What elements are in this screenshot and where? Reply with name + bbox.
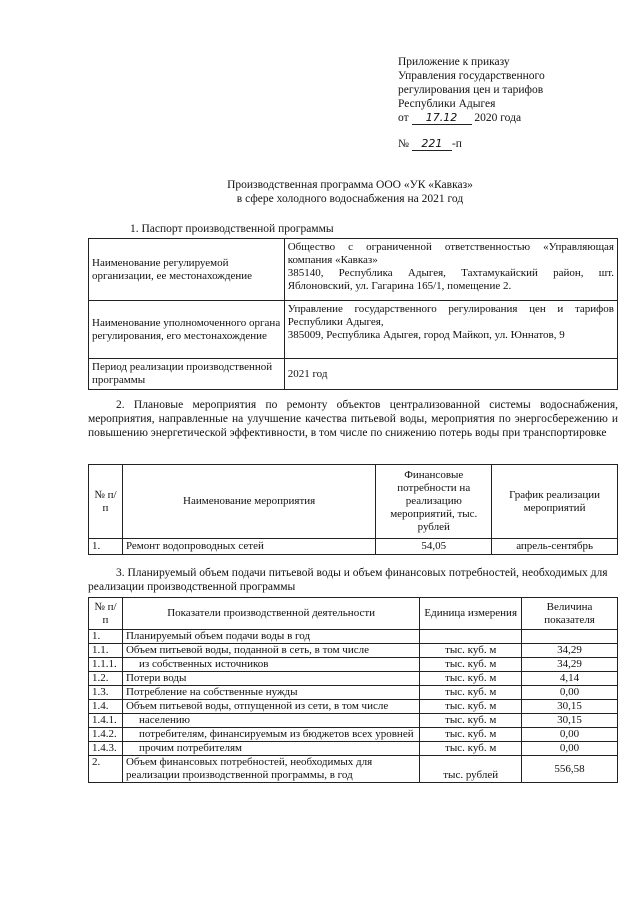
cell-name: Планируемый объем подачи воды в год: [122, 630, 419, 644]
cell-unit: тыс. куб. м: [420, 686, 522, 700]
cell-value: 34,29: [522, 644, 618, 658]
cell-name: прочим потребителям: [122, 742, 419, 756]
cell-value: 556,58: [522, 756, 618, 783]
document-title: [90, 178, 610, 206]
cell-num: 1.1.: [89, 644, 123, 658]
passport-label: Наименование уполномоченного органа регулирования, его местонахождение: [89, 301, 285, 359]
table-row: [89, 756, 618, 783]
column-header: Финансовые потребности на реализацию мероприятий, тыс. рублей: [376, 465, 492, 539]
cell-num: 1.3.: [89, 686, 123, 700]
cell-value: 0,00: [522, 686, 618, 700]
table-row: [89, 239, 618, 301]
cell-name: Объем питьевой воды, поданной в сеть, в том числе: [122, 644, 419, 658]
cell-value: 34,29: [522, 658, 618, 672]
section2-text: 2. Плановые мероприятия по ремонту объектов централизованной системы водоснабжения, мероприятия, направленные на улучшение качества питьевой воды, мероприятия по энергосбережению и повышению энергетической эффективности, в том числе по снижению потерь воды при транспортировке: [88, 399, 618, 439]
table-row: [89, 714, 618, 728]
table-row: [89, 539, 618, 555]
table-row: [89, 658, 618, 672]
table-row: [89, 630, 618, 644]
cell-unit: тыс. куб. м: [420, 728, 522, 742]
cell-name: Потребление на собственные нужды: [122, 686, 419, 700]
cell-unit: тыс. куб. м: [420, 658, 522, 672]
cell-num: 1.4.2.: [89, 728, 123, 742]
table-row: [89, 686, 618, 700]
column-header: Величина показателя: [522, 598, 618, 630]
cell-finance: 54,05: [376, 539, 492, 555]
approval-line: Приложение к приказу: [398, 56, 510, 68]
approval-date: от 17.12 2020 года: [398, 111, 522, 124]
approval-number: № 221 -п: [398, 137, 462, 150]
cell-unit: тыс. куб. м: [420, 742, 522, 756]
cell-value: 0,00: [522, 728, 618, 742]
cell-name: потребителям, финансируемым из бюджетов всех уровней: [122, 728, 419, 742]
table-row: [89, 742, 618, 756]
cell-value: 30,15: [522, 700, 618, 714]
cell-unit: тыс. куб. м: [420, 672, 522, 686]
cell-num: 1.1.1.: [89, 658, 123, 672]
column-header: Единица измерения: [420, 598, 522, 630]
passport-value: Управление государственного регулирования цен и тарифов Республики Адыгея, 385009, Республика Адыгея, город Майкоп, ул. Юннатов, 9: [284, 301, 617, 359]
handwritten-date: 17.12: [412, 112, 472, 125]
cell-name: Потери воды: [122, 672, 419, 686]
table-row: [89, 672, 618, 686]
section1-heading: 1. Паспорт производственной программы: [130, 223, 334, 235]
title-line: Производственная программа ООО «УК «Кавказ»: [227, 179, 473, 191]
table-header-row: [89, 465, 618, 539]
column-header: Показатели производственной деятельности: [122, 598, 419, 630]
cell-schedule: апрель-сентябрь: [492, 539, 618, 555]
cell-name: Объем питьевой воды, отпущенной из сети, в том числе: [122, 700, 419, 714]
table-row: [89, 301, 618, 359]
cell-num: 2.: [89, 756, 123, 783]
cell-unit: тыс. рублей: [420, 756, 522, 783]
cell-value: [522, 630, 618, 644]
handwritten-number: 221: [412, 138, 452, 151]
approval-line: Управления государственного: [398, 70, 545, 82]
passport-label: Период реализации производственной программы: [89, 359, 285, 390]
cell-value: 0,00: [522, 742, 618, 756]
approval-block: [398, 55, 618, 151]
cell-value: 4,14: [522, 672, 618, 686]
approval-line: Республики Адыгея: [398, 98, 496, 110]
cell-num: 1.2.: [89, 672, 123, 686]
passport-table: [88, 238, 618, 390]
cell-num: 1.4.3.: [89, 742, 123, 756]
table-row: [89, 644, 618, 658]
cell-name: из собственных источников: [122, 658, 419, 672]
cell-unit: тыс. куб. м: [420, 700, 522, 714]
cell-value: 30,15: [522, 714, 618, 728]
cell-num: 1.4.: [89, 700, 123, 714]
column-header: График реализации мероприятий: [492, 465, 618, 539]
title-line: в сфере холодного водоснабжения на 2021 год: [236, 193, 464, 205]
table-row: [89, 359, 618, 390]
cell-num: 1.: [89, 539, 123, 555]
table-header-row: [89, 598, 618, 630]
indicators-table: [88, 597, 618, 783]
passport-value: Общество с ограниченной ответственностью «Управляющая компания «Кавказ» 385140, Республика Адыгея, Тахтамукайский район, шт. Яблоновский, ул. Гагарина 165/1, помещение 2.: [284, 239, 617, 301]
column-header: Наименование мероприятия: [122, 465, 375, 539]
table-row: [89, 700, 618, 714]
column-header: № п/п: [89, 465, 123, 539]
cell-unit: [420, 630, 522, 644]
passport-label: Наименование регулируемой организации, ее местонахождение: [89, 239, 285, 301]
cell-name: Объем финансовых потребностей, необходимых для реализации производственной программы, в год: [122, 756, 419, 783]
table-row: [89, 728, 618, 742]
cell-unit: тыс. куб. м: [420, 644, 522, 658]
column-header: № п/п: [89, 598, 123, 630]
cell-name: населению: [122, 714, 419, 728]
section3-text: 3. Планируемый объем подачи питьевой воды и объем финансовых потребностей, необходимых для реализации производственной программы: [88, 567, 608, 593]
approval-line: регулирования цен и тарифов: [398, 84, 544, 96]
cell-num: 1.4.1.: [89, 714, 123, 728]
cell-num: 1.: [89, 630, 123, 644]
passport-value: 2021 год: [284, 359, 617, 390]
cell-unit: тыс. куб. м: [420, 714, 522, 728]
measures-table: [88, 464, 618, 555]
cell-name: Ремонт водопроводных сетей: [122, 539, 375, 555]
